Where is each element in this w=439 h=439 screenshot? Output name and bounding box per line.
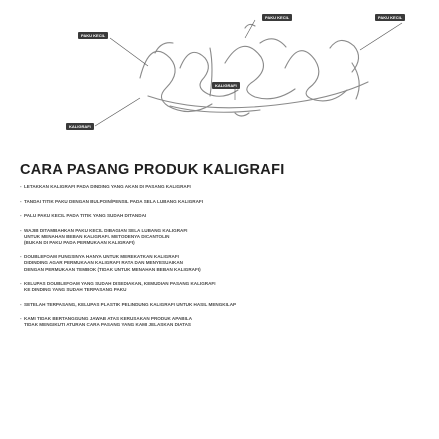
nail-tag-left: PAKU KECIL (78, 32, 108, 39)
instruction-text: TANDAI TITIK PAKU DENGAN BULPOIN/PENSIL PADA SELA LUBANG KALIGRAFI (24, 198, 203, 204)
bullet-dash: - (20, 281, 22, 287)
instruction-text: DENGAN PERMUKAAN TEMBOK (TIDAK UNTUK MENAHAN BEBAN KALIGRAFI) (24, 266, 201, 272)
instruction-step (20, 302, 430, 308)
instruction-text: DIDINDING AGAR PERMUKAAN KALIGRAFI RATA DAN MENYESUAIKAN (24, 260, 183, 266)
instruction-list (20, 184, 430, 337)
nail-tag-center: PAKU KECIL (262, 14, 292, 21)
bullet-dash: - (20, 316, 22, 322)
instruction-line (20, 213, 430, 219)
bullet-dash: - (20, 213, 22, 219)
bullet-dash: - (20, 198, 22, 204)
instruction-line (20, 287, 430, 293)
instruction-text: PALU PAKU KECIL PADA TITIK YANG SUDAH DITANDAI (24, 213, 147, 219)
instruction-text: SETELAH TERPASANG, KELUPAS PLASTIK PELINDUNG KALIGRAFI UNTUK HASIL MENGKILAP (24, 301, 237, 307)
instruction-text: DOUBLEFOAM FUNGSINYA HANYA UNTUK MEREKATKAN KALIGRAFI (24, 254, 179, 260)
calligraphy-tag-center: KALIGRAFI (212, 82, 240, 89)
instruction-line (20, 302, 430, 308)
instruction-step (20, 184, 430, 190)
calligraphy-tag-left: KALIGRAFI (66, 123, 94, 130)
bullet-dash: - (20, 227, 22, 233)
page-title: CARA PASANG PRODUK KALIGRAFI (20, 162, 285, 178)
instruction-text: (BUKAN DI PAKU PADA PERMUKAAN KALIGRAFI) (24, 239, 135, 245)
instruction-step (20, 316, 430, 328)
nail-tag-right: PAKU KECIL (375, 14, 405, 21)
instruction-text: KE DINDING YANG SUDAH TERPASANG PAKU (24, 287, 127, 293)
bullet-dash: - (20, 254, 22, 260)
instruction-step (20, 228, 430, 246)
instruction-text: KELUPAS DOUBLEFOAM YANG SUDAH DISEDIAKAN, KEMUDIAN PASANG KALIGRAFI (24, 281, 216, 287)
instruction-line (20, 199, 430, 205)
instruction-line (20, 184, 430, 190)
instruction-text: UNTUK MENAHAN BEBAN KALIGRAFI. METODENYA DICANTOLIN (24, 233, 170, 239)
instruction-text: LETAKKAN KALIGRAFI PADA DINDING YANG AKAN DI PASANG KALIGRAFI (24, 184, 191, 189)
instruction-step (20, 213, 430, 219)
instruction-step (20, 254, 430, 272)
instruction-text: KAMI TIDAK BERTANGGUNG JAWAB ATAS KERUSAKAN PRODUK APABILA (24, 316, 193, 322)
instruction-line (20, 240, 430, 246)
instruction-line (20, 322, 430, 328)
instruction-line (20, 267, 430, 273)
bullet-dash: - (20, 301, 22, 307)
instruction-text: WAJIB DITAMBAHKAN PAKU KECIL DIBAGIAN SELA LUBANG KALIGRAFI (24, 227, 188, 233)
instruction-step (20, 199, 430, 205)
bullet-dash: - (20, 184, 22, 189)
instruction-step (20, 281, 430, 293)
installation-diagram (30, 8, 420, 158)
instruction-text: TIDAK MENGIKUTI ATURAN CARA PASANG YANG KAMI JELASKAN DIATAS (24, 322, 191, 328)
